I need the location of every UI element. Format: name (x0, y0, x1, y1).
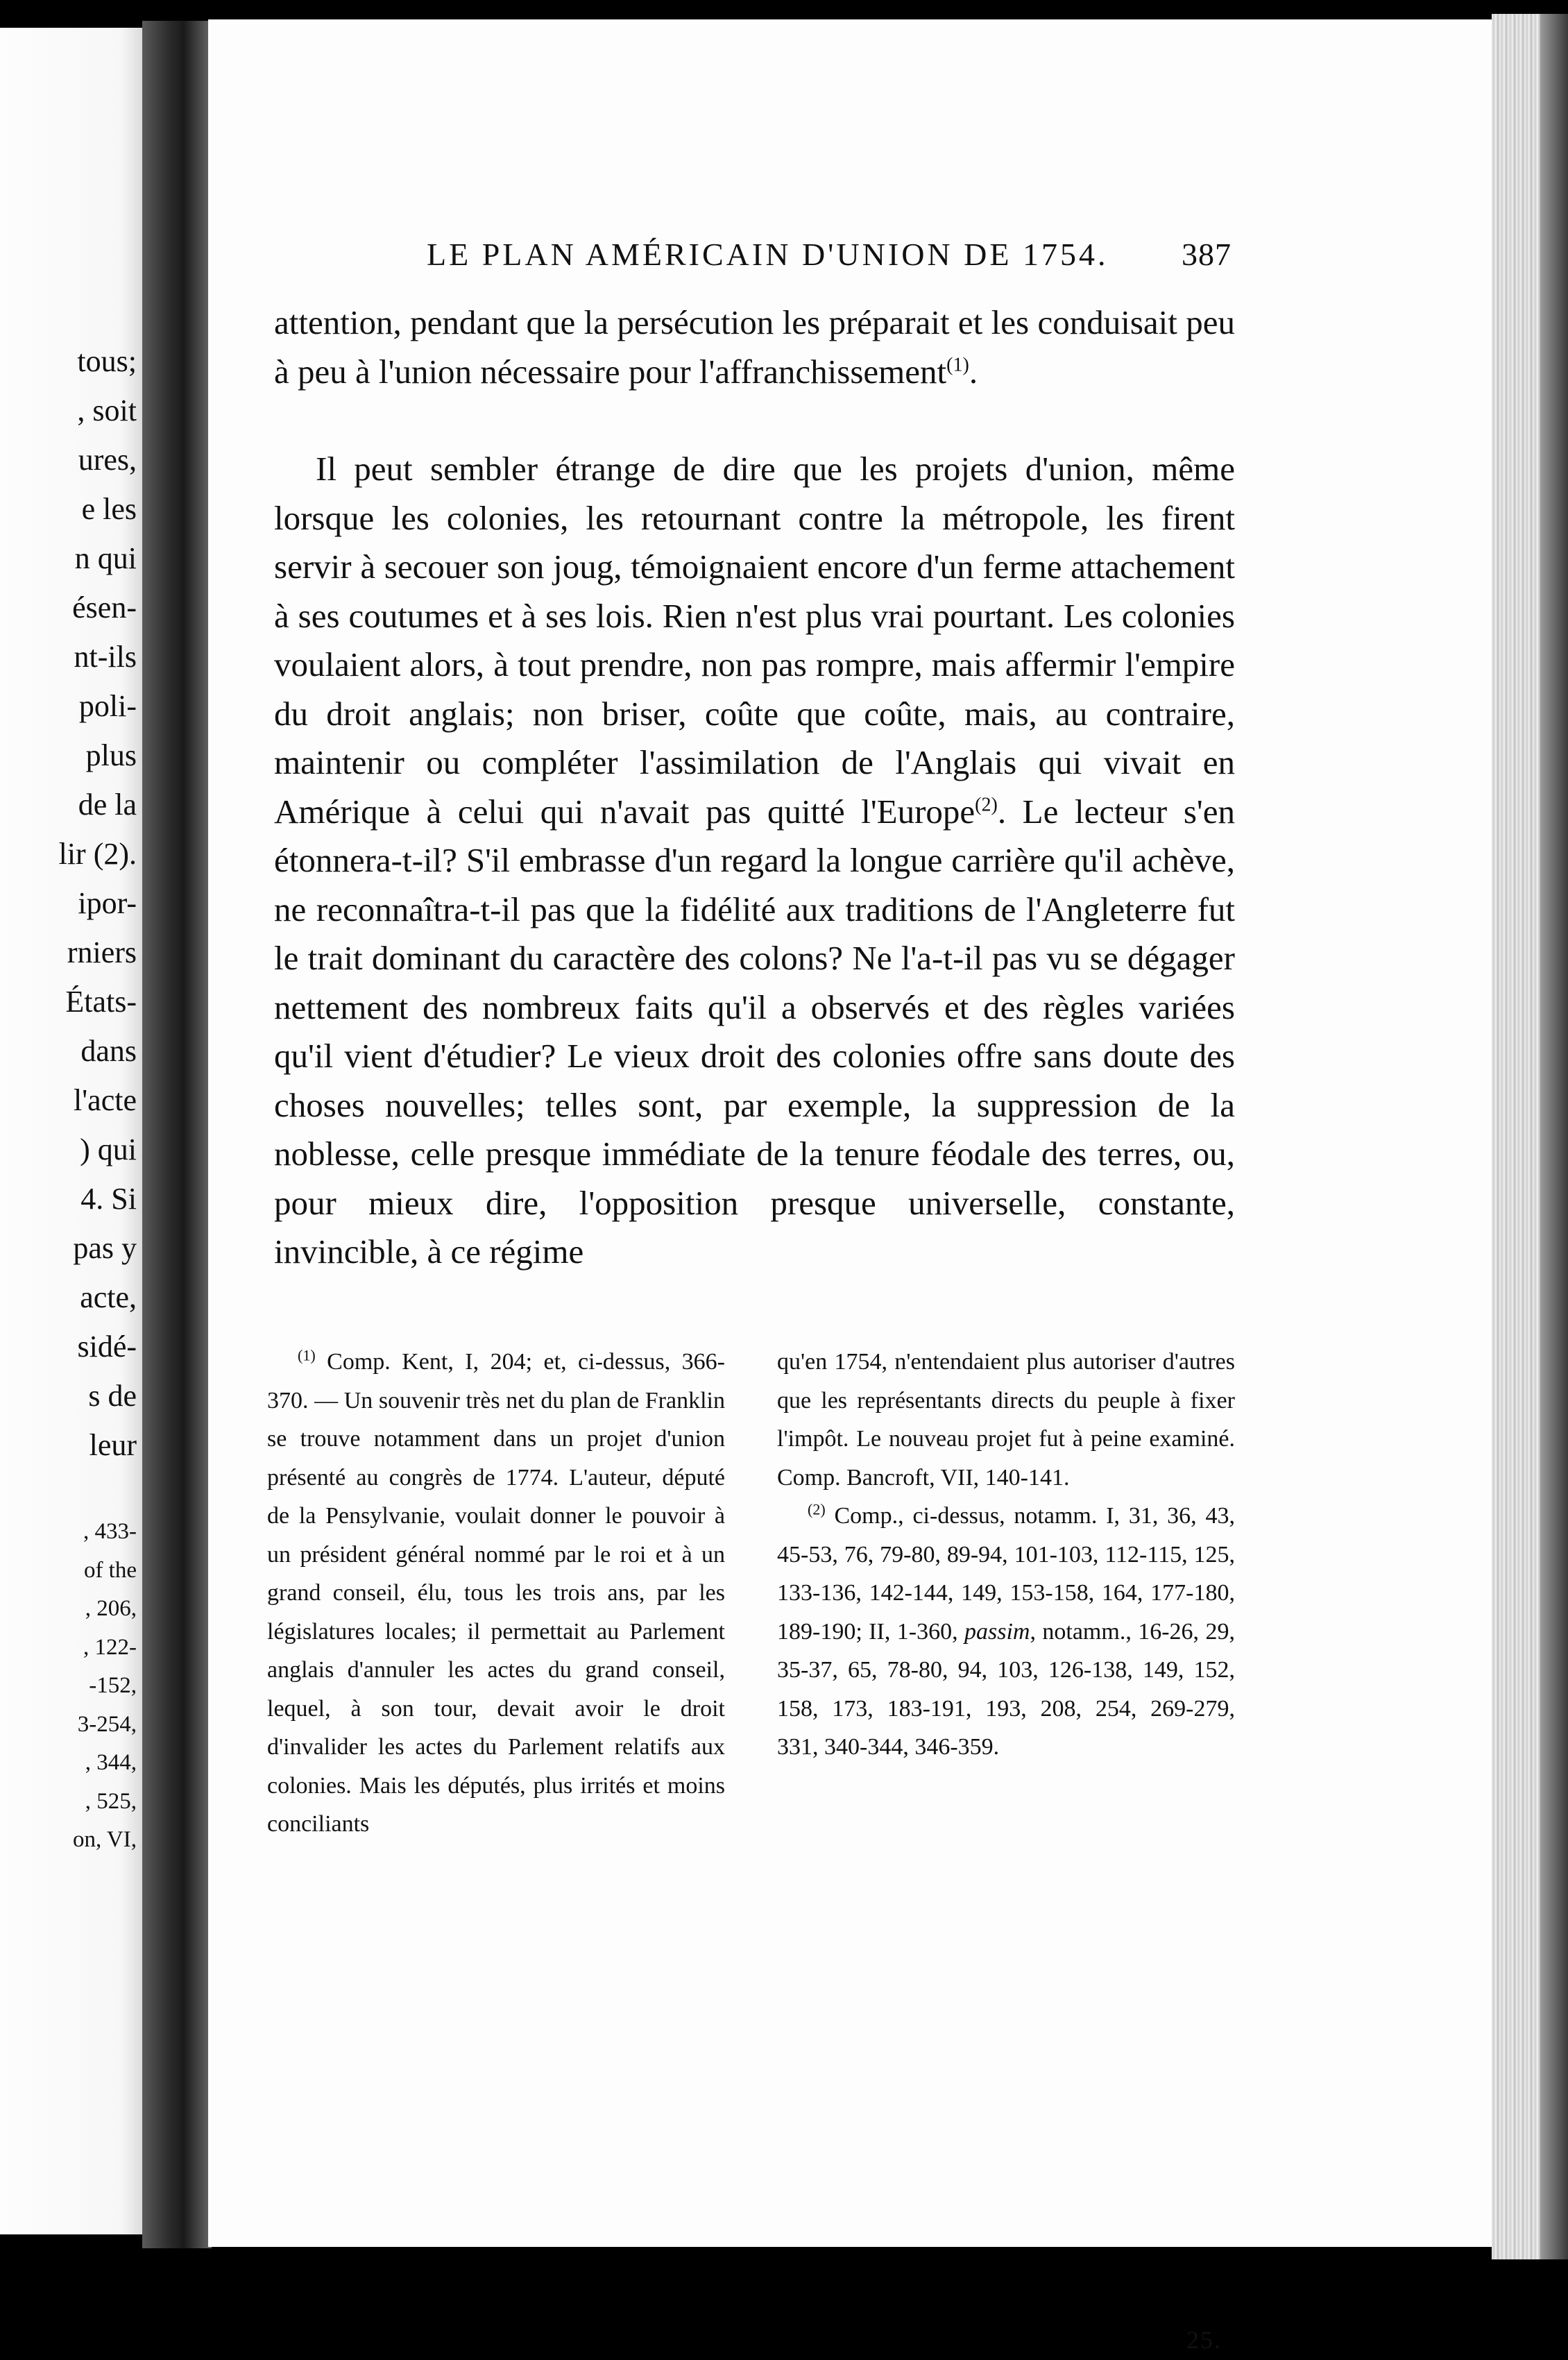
footnote-column-right (777, 1343, 1236, 2354)
footnote-ref-1: (1) (946, 354, 969, 376)
left-page-line: poli- (78, 689, 137, 723)
left-page-line: ésen- (72, 591, 137, 625)
left-page-line: leur (89, 1428, 137, 1462)
left-page-line: ures, (78, 443, 137, 477)
footnote-1-continued: qu'en 1754, n'entendaient plus autoriser d'autres que les représentants directs du peuple à fixer l'impôt. Le nouveau projet fut à peine examiné. Comp. Bancroft, VII, 140-141. (777, 1349, 1235, 1491)
left-page-line: plus (85, 738, 137, 772)
footnote-ref-2: (2) (975, 794, 998, 816)
left-page-line: dans (80, 1034, 137, 1068)
footnote-1: $^{(1)}$ Comp. Kent, I, 204; et, ci-dessus, 366-370. — Un souvenir très net du plan de Franklin se trouve notamment dans un projet d'union présenté au congrès de 1774. L'auteur, député de la Pensylvanie, voulait donner le pouvoir à un président général nommé par le roi et à un grand conseil, élu, tous les trois ans, par les législatures locales; il permettait au Parlement anglais d'annuler les actes du grand conseil, lequel, à son tour, devait avoir le droit d'invalider les actes du Parlement relatifs aux colonies. Mais les députés, plus irrités et moins conciliants (267, 1346, 725, 1837)
main-text (274, 298, 1235, 1277)
left-page-line: nt-ils (74, 640, 137, 674)
left-page-line: s de (88, 1379, 137, 1413)
footnote-column-left (267, 1343, 725, 1844)
left-page-footnote-line: , 344, (85, 1750, 137, 1775)
left-page-line: tous; (77, 344, 137, 378)
left-page-line: ipor- (78, 886, 137, 920)
page-edges (1492, 14, 1568, 2259)
left-page-footnote-line: , 206, (85, 1596, 137, 1621)
paragraph-1: attention, pendant que la persécution les préparait et les conduisait peu à peu à l'union nécessaire pour l'affranchissement$^{(1)}$. (274, 303, 1235, 391)
paragraph-2: Il peut sembler étrange de dire que les projets d'union, même lorsque les colonies, les retournant contre la métropole, les firent servir à secouer son joug, témoignaient encore d'un ferme attachement à ses coutumes et à ses lois. Rien n'est plus vrai pourtant. Les colonies voulaient alors, à tout prendre, non pas rompre, mais affermir l'empire du droit anglais; non briser, coûte que coûte, mais, au contraire, maintenir ou compléter l'assimilation de l'Anglais qui vivait en Amérique à celui qui n'avait pas quitté l'Europe$^{(2)}$. Le lecteur s'en étonnera-t-il? S'il embrasse d'un regard la longue carrière qu'il achève, ne reconnaîtra-t-il pas que la fidélité aux traditions de l'Angleterre fut le trait dominant du caractère des colons? Ne l'a-t-il pas vu se dégager nettement des nombreux faits qu'il a observés et des règles variées qu'il vient d'étudier? Le vieux droit des colonies offre sans doute des choses nouvelles; telles sont, par exemple, la suppression de la noblesse, celle presque immédiate de la tenure féodale des terres, ou, pour mieux dire, l'opposition presque universelle, constante, invincible, à ce régime (274, 450, 1235, 1271)
left-page-footnote-line: , 433- (83, 1519, 137, 1544)
left-page-footnote-line: , 525, (85, 1788, 137, 1814)
left-page-line: 4. Si (80, 1182, 137, 1216)
left-page-line: de la (78, 788, 137, 822)
left-page-footnote-line: , 122- (83, 1634, 137, 1660)
left-facing-page (0, 28, 142, 2234)
left-page-line: acte, (80, 1280, 137, 1314)
left-page-line: pas y (73, 1231, 137, 1265)
page-number: 387 (1182, 237, 1232, 272)
left-page-line: ) qui (80, 1132, 137, 1166)
running-title: LE PLAN AMÉRICAIN D'UNION DE 1754. (427, 237, 1109, 272)
left-page-line: rniers (67, 935, 137, 969)
left-page-line: n qui (74, 541, 137, 575)
footnote-2: $^{(2)}$ Comp., ci-dessus, notamm. I, 31, 36, 43, 45-53, 76, 79-80, 89-94, 101-103, 112-115, 125, 133-136, 142-144, 149, 153-158, 164, 177-180, 189-190; II, 1-360, passim, notamm., 16-26, 29, 35-37, 65, 78-80, 94, 103, 126-138, 149, 152, 158, 173, 183-191, 193, 208, 254, 269-279, 331, 340-344, 346-359. (777, 1500, 1236, 1760)
left-page-footnote-line: 3-254, (77, 1711, 137, 1737)
left-page-line: lir (2). (58, 837, 137, 871)
left-page-line: États- (65, 985, 137, 1019)
left-page-line: , soit (77, 393, 137, 427)
signature-mark: 25. (1186, 2326, 1222, 2354)
left-page-footnote-line: on, VI, (73, 1827, 137, 1852)
left-page-line: e les (81, 492, 137, 526)
left-page-footnote-line: of the (83, 1557, 137, 1583)
book-gutter (142, 21, 212, 2248)
left-page-line: l'acte (74, 1083, 137, 1117)
left-page-footnotes (73, 1513, 137, 1860)
left-page-line: sidé- (77, 1330, 137, 1364)
left-page-text (59, 337, 137, 1470)
left-page-footnote-line: -152, (89, 1673, 137, 1698)
